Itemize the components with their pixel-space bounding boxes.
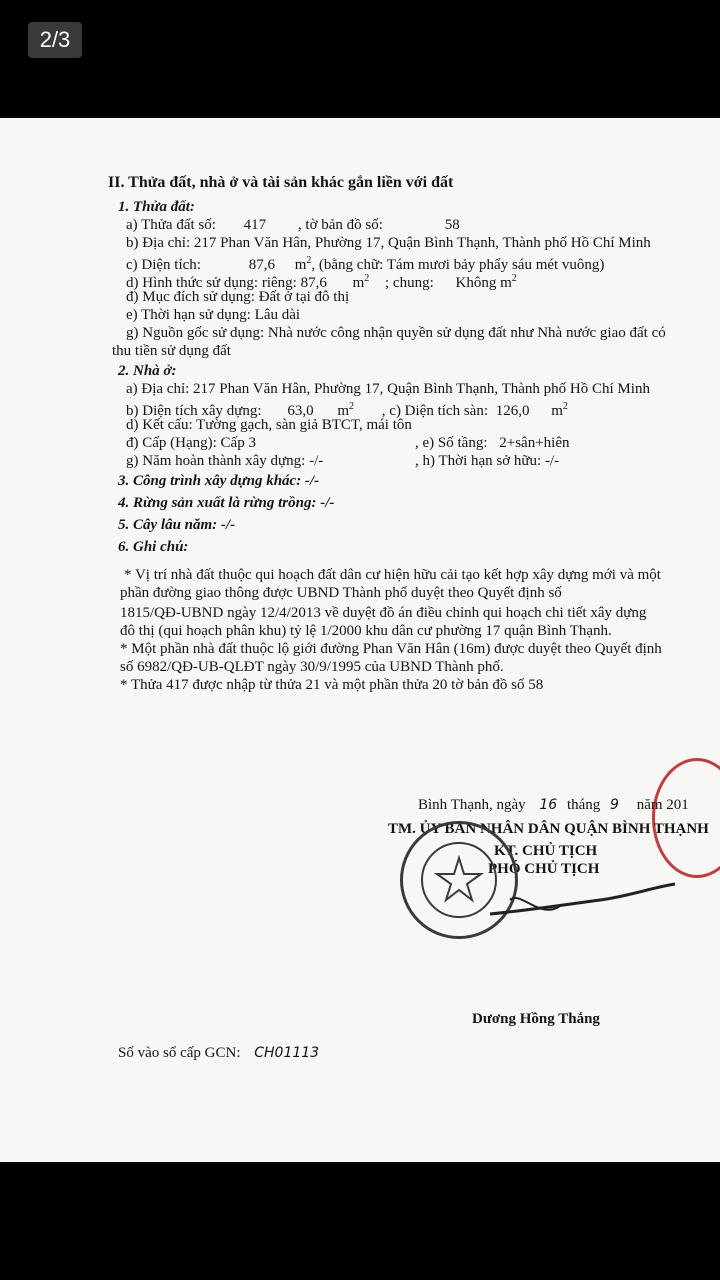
land-b: b) Địa chỉ: 217 Phan Văn Hân, Phường 17, Quận Bình Thạnh, Thành phố Hồ Chí Minh [126,235,651,251]
role-title: PHÓ CHỦ TỊCH [488,861,600,877]
house-d2: đ) Cấp (Hạng): Cấp 3 [126,435,256,451]
land-a-value: 417 [243,217,267,233]
signature-scribble-icon [480,870,680,930]
register-number [118,1044,319,1062]
register-label: Số vào sổ cấp GCN: [118,1045,241,1061]
land-d1-shared-value: Không m [455,275,512,291]
house-heading: 2. Nhà ở: [118,363,177,379]
other-construction: 3. Công trình xây dựng khác: -/- [118,473,320,489]
land-c-unit: m [294,257,307,273]
page-counter: 2/3 [28,22,82,58]
house-g: g) Năm hoàn thành xây dựng: -/- [126,453,324,469]
house-e-value: 2+sân+hiên [499,435,570,451]
land-c-value: 87,6 [248,257,275,273]
house-a: a) Địa chỉ: 217 Phan Văn Hân, Phường 17, Quận Bình Thạnh, Thành phố Hồ Chí Minh [126,381,650,397]
house-e-label: , e) Số tầng: [415,435,488,451]
kt-title: KT. CHỦ TỊCH [494,843,598,859]
land-c-label: c) Diện tích: [126,257,201,273]
land-d2: đ) Mục đích sử dụng: Đất ở tại đô thị [126,289,350,305]
note-line: số 6982/QĐ-UB-QLĐT ngày 30/9/1995 của UBND Thành phố. [120,659,504,675]
house-d: d) Kết cấu: Tường gạch, sàn giả BTCT, mái tôn [126,417,412,433]
land-g2: thu tiền sử dụng đất [112,343,231,359]
register-value: CH01113 [254,1045,320,1061]
land-d1-value: 87,6 [300,275,327,291]
note-line: đô thị (qui hoạch phân khu) tỷ lệ 1/2000 khu dân cư phường 17 quận Bình Thạnh. [120,623,612,639]
date-day: 16 [539,797,558,813]
note-line: phần đường giao thông được UBND Thành phố duyệt theo Quyết định số [120,585,562,601]
house-b-label: b) Diện tích xây dựng: [126,403,262,419]
house-c-label: , c) Diện tích sàn: [381,403,488,419]
land-c-words: , (bằng chữ: Tám mươi bảy phẩy sáu mét vuông) [311,257,605,273]
house-e [415,434,570,452]
notes-heading: 6. Ghi chú: [118,539,189,555]
land-d1-shared: ; chung: [385,275,434,291]
land-a-map-value: 58 [444,217,460,233]
house-b-unit-sup: 2 [349,401,355,412]
house-b-value: 63,0 [287,403,314,419]
house-c-unit-sup: 2 [562,401,568,412]
other-forest: 4. Rừng sản xuất là rừng trồng: -/- [118,495,335,511]
house-c-unit: m [551,403,563,419]
note-line: * Thửa 417 được nhập từ thửa 21 và một phần thửa 20 tờ bản đồ số 58 [120,677,544,693]
other-perennial: 5. Cây lâu năm: -/- [118,517,236,533]
land-d1-label: d) Hình thức sử dụng: riêng: [126,275,297,291]
house-h: , h) Thời hạn sở hữu: -/- [415,453,560,469]
note-line: * Một phần nhà đất thuộc lộ giới đường Phan Văn Hân (16m) được duyệt theo Quyết định [120,641,662,657]
note-line: 1815/QĐ-UBND ngày 12/4/2013 về duyệt đồ án điều chỉnh qui hoạch chi tiết xây dựng [120,605,647,621]
land-d1-shared-sup: 2 [511,273,517,284]
red-stamp [652,758,720,878]
house-b-unit: m [337,403,350,419]
note-line: * Vị trí nhà đất thuộc qui hoạch đất dân cư hiện hữu cải tạo kết hợp xây dựng mới và một [124,567,661,583]
land-e: e) Thời hạn sử dụng: Lâu dài [126,307,301,323]
signer-name: Dương Hồng Thắng [472,1011,600,1027]
house-c-value: 126,0 [495,403,530,419]
section-title: II. Thửa đất, nhà ở và tài sản khác gắn liền với đất [108,174,454,191]
land-d1-unit-sup: 2 [364,273,370,284]
land-a-label: a) Thửa đất số: [126,217,216,233]
document-page [0,118,720,1162]
year-label: năm 201 [636,797,689,813]
place-date-prefix: Bình Thạnh, ngày [418,797,526,813]
land-heading: 1. Thửa đất: [118,199,195,215]
month-label: tháng [566,797,601,813]
org-name: TM. ỦY BAN NHÂN DÂN QUẬN BÌNH THẠNH [388,821,709,837]
land-c-unit-sup: 2 [306,255,312,266]
land-g1: g) Nguồn gốc sử dụng: Nhà nước công nhận quyền sử dụng đất như Nhà nước giao đất có [126,325,666,341]
date-month: 9 [610,797,619,813]
land-a [126,216,460,234]
land-a-map-label: , tờ bản đồ số: [297,217,383,233]
place-date [418,796,689,814]
land-d1-unit: m [352,275,365,291]
